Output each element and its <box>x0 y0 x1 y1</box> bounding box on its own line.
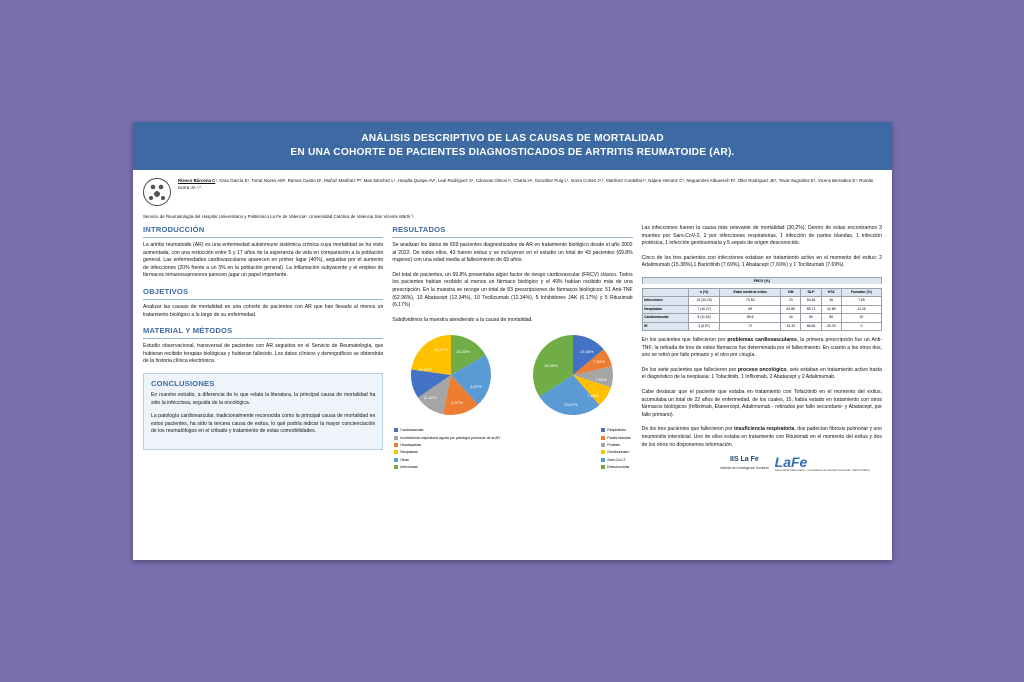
svg-text:16,27%: 16,27% <box>434 347 449 353</box>
svg-text:7,69%: 7,69% <box>587 393 600 399</box>
table-cell: 66.66 <box>801 322 821 330</box>
right-text-5: Cabe destacar que el paciente que estaba en tratamiento con Tofacitinib en el momento del exitus, acumulaba un total de 22 años de enfermedad, de los cuales, 15, había estado en tratamiento con otros fármacos biológicos (Infliximab, Etanercept, Adalimumab - retirados por fallo secundario- y Abatacept, por fallo primario). <box>641 388 882 418</box>
introduccion-text: La artritis reumatoide (AR) es una enfermedad autoinmune sistémica crónica cuya mortalidad se ha visto aumentada, con una reducción entre 5 y 17 años de la esperanza de vida en comparación a la población general. Las enfermedades cardiovasculares aparecen en primer lugar (40%), seguidas por el aumento de infecciones (20% frente a un 5% en la población general). La inflamación subyacente y el empleo de fármacos inmunosupresores parecen jugar un papel importante. <box>143 242 384 279</box>
material-title: MATERIAL Y MÉTODOS <box>143 326 233 336</box>
table-cell: 53.46 <box>801 297 821 305</box>
svg-text:6,97%: 6,97% <box>470 384 483 390</box>
pie-legends <box>392 427 632 471</box>
legend-label: Desconocidas <box>607 464 630 469</box>
legend-item <box>394 427 500 433</box>
right-text-6 <box>642 426 882 449</box>
poster-page <box>133 122 892 560</box>
table-cell: 5 (11.62) <box>688 314 720 322</box>
table-cell: 69 <box>720 305 781 313</box>
svg-text:27,94%: 27,94% <box>418 367 433 373</box>
legend-left <box>394 427 500 471</box>
legend-swatch-icon <box>394 436 398 440</box>
legend-item <box>601 449 630 455</box>
table-cell: 62.85 <box>781 305 801 313</box>
legend-item <box>394 435 500 441</box>
table-cell: 7 (16.27) <box>688 305 720 313</box>
affiliation: Servicio de Reumatología del Hospital Universitario y Politécnico La Fe de Valencia¹, Universidad Católica de Valencia San Vicente Mártir ². <box>143 214 415 219</box>
pie-chart-infecciones <box>514 331 632 423</box>
authors-text <box>178 177 882 191</box>
resultados-title: RESULTADOS <box>392 225 446 234</box>
poster-header <box>133 122 892 170</box>
legend-swatch-icon <box>601 465 605 469</box>
table-header-cell: DLP <box>801 288 821 296</box>
divider <box>143 237 383 238</box>
legend-label: Respiratorio <box>607 428 627 433</box>
table-header-cell: Edad media al exitus <box>720 288 781 296</box>
legend-swatch-icon <box>394 428 398 432</box>
table-row <box>642 297 881 305</box>
table-cell: 13 (30.23) <box>688 297 720 305</box>
resultados-text-2: Del total de pacientes, un 69.8% presentaba algún factor de riesgo cardiovascular (FRCV) clásico. Todos los pacientes habían recibido al menos un fármaco biológico y el 49% habían recibido más de una prescripción. En la muestra se recoge un total de 83 prescripciones de fármacos biológicos: 51 Anti-TNF (62.96%), 10 Abatacept (12.34%), 10 Tocilizumab (12.34%), 5 Inhibidores JAK (6.17%) y 5 Rituximab (6.17%) <box>392 271 633 309</box>
conclusiones-title: CONCLUSIONES <box>151 378 215 388</box>
legend-swatch-icon <box>601 450 605 454</box>
resultados-text-3: Subdividimos la muestra atendiendo a la causa de mortalidad. <box>392 316 533 323</box>
table-cell: 46 <box>821 297 841 305</box>
table-cell: 33.33 <box>781 322 801 330</box>
legend-swatch-icon <box>394 458 398 462</box>
table-cell: 33.33 <box>821 322 841 330</box>
svg-text:6,97%: 6,97% <box>451 400 464 406</box>
legend-label: Infecciosas <box>400 464 418 469</box>
legend-label: Otras <box>400 457 409 462</box>
legend-swatch-icon <box>394 450 398 454</box>
legend-item <box>394 442 500 448</box>
right-text-4 <box>642 367 882 382</box>
resultados-text-1: Se analizan los datos de 659 pacientes diagnosticados de AR en tratamiento biológico desde el año 2002 al 2022. De todos ellos, 43 fueron exitus y se incluyeron en el estudio un total de 43 pacientes (69.8% mujeres) con una edad media al fallecimiento de 69 años. <box>392 242 633 264</box>
right-text-6-pre: De los tres pacientes que fallecieron por <box>641 426 735 433</box>
author-lead: Riesco Bárcena C <box>178 178 216 183</box>
iis-lafe-logo <box>720 456 769 472</box>
lafe-logo-sub: Generalitat Valenciana · Conselleria de Sanitat Universal i Salut Pública <box>774 468 870 473</box>
right-text-4-post: , seis estaban en tratamiento activo hasta el diagnóstico de la neoplasia: 1 Tofacitinib, 1 Infliximab, 2 Abatacept y 2 Adalimumab. <box>641 366 882 381</box>
iis-lafe-logo-sub: Instituto de Investigación Sanitaria <box>720 466 769 471</box>
table-caption: FRCV (%) <box>642 277 882 284</box>
table-cell: 80 <box>821 314 841 322</box>
table-row-label: IR <box>642 322 688 330</box>
right-text-6-em: insuficiencia respiratoria <box>734 426 795 433</box>
section-introduccion <box>143 225 383 280</box>
svg-text:30,23%: 30,23% <box>456 349 471 355</box>
svg-text:38,46%: 38,46% <box>544 363 559 369</box>
legend-label: Neoplasias <box>400 450 418 455</box>
legend-label: Sars-CoV-2 <box>607 457 626 462</box>
legend-swatch-icon <box>601 428 605 432</box>
table-cell: 20 <box>841 314 881 322</box>
right-text-1: Las infecciones fueron la causa más relevante de mortalidad (30,2%); Dentro de estas encontramos 3 muertes por Sars-CoV-2, 2 por infecciones respiratorias, 1 infección de partes blandas, 1 infección protésica, 1 infección genitourinaria y 5 sepsis de origen desconocido. <box>641 225 882 247</box>
legend-swatch-icon <box>601 458 605 462</box>
svg-text:23,07%: 23,07% <box>564 402 579 408</box>
table-row <box>642 305 881 313</box>
svg-text:7,69%: 7,69% <box>595 377 608 383</box>
table-cell: 7.69 <box>841 297 881 305</box>
legend-label: Genitourinario <box>607 450 630 455</box>
legend-item <box>394 464 500 470</box>
right-text-3-pre: En los pacientes que fallecieron por <box>641 337 728 343</box>
right-text-2: Cinco de los tres pacientes con infecciones estaban en tratamiento activo en el momento del exitus: 2 Adalimumab (15.38%),1 Baricitinib (7.69%), 1 Abatacept (7.69%) y 1 Tocilizumab (7.69%). <box>641 254 882 269</box>
lafe-logo-text: LaFe <box>774 454 808 471</box>
legend-label: Partes blandas <box>607 435 631 440</box>
poster-title-line2: EN UNA COHORTE DE PACIENTES DIAGNOSTICADOS DE ARTRITIS REUMATOIDE (AR). <box>290 146 735 158</box>
legend-swatch-icon <box>394 443 398 447</box>
conclusiones-text-2: La patología cardiovascular, tradicionalmente reconocida como la principal causa de mortalidad en estos pacientes, ha sido la tercera causa de exitus, lo qué podría indicar la mayor concienciación de los reumatólogos en el cribado y tratamiento de estas comorbilidades. <box>151 413 376 435</box>
poster-columns <box>133 225 892 486</box>
section-conclusiones <box>143 373 383 450</box>
table-cell: 0 <box>841 322 881 330</box>
author-rest: ¹, Grau García E¹, Torrat Noves AM¹, Ramos Castro D¹, Muñoz Martínez P¹, Mas Sánchez L¹, Huaylla Quispe AV¹, Leal Rodríguez S¹, Cánovas Olmos I¹, Charia H¹, González Puig L¹, Ivorra Cortés J¹,², Martínez Cordellat I¹, Nájera Herranz C¹, Negueroles Albuerech R¹, Oller Rodríguez JE¹, Tovar-Sugrañes E¹, Vicens Bernabeu E¹, Román Ivorra JA ¹,². <box>178 178 874 191</box>
table-cell: 42.85 <box>821 305 841 313</box>
institution-logo-icon <box>143 178 171 206</box>
table-row <box>642 322 881 330</box>
right-text-6-post: , dos padecían fibrosis pulmonar y uno neumonitis intersticial. Uno de ellos estaba en tratamiento con Rituximab en el momento del exitus y dos de los otros no disponemos información. <box>641 426 882 448</box>
legend-item <box>394 457 500 463</box>
legend-item <box>601 464 630 470</box>
divider <box>392 237 632 238</box>
legend-item <box>601 457 630 463</box>
table-cell: 70.53 <box>720 297 781 305</box>
table-row <box>642 314 881 322</box>
column-center <box>392 225 632 478</box>
legend-label: Insuficiencia respiratoria aguda por patología pulmonar de la AR <box>400 435 500 440</box>
table-cell: 40 <box>781 314 801 322</box>
table-cell: 23 <box>781 297 801 305</box>
section-objetivos <box>143 287 383 319</box>
table-header-cell: Fumador (%) <box>841 288 881 296</box>
legend-item <box>601 427 630 433</box>
legend-right <box>601 427 630 471</box>
table-cell: 14.25 <box>841 305 881 313</box>
right-text-3-post: , la primera prescripción fue un Anti-TNF; la retirada de tres de estos fármacos fue determinada por el fallecimiento. En cuanto a los otros dos, uno se retiró por fallo primario y el otro por cirugía. <box>641 337 882 359</box>
introduccion-title: INTRODUCCIÓN <box>143 225 205 234</box>
legend-swatch-icon <box>601 436 605 440</box>
legend-swatch-icon <box>394 465 398 469</box>
table-row-label: Infecciones <box>642 297 688 305</box>
svg-text:7,69%: 7,69% <box>593 359 606 365</box>
right-text-3-em: problemas cardiovasculares <box>727 337 797 343</box>
material-text: Estudio observacional, transversal de pacientes con AR seguidos en el Servicio de Reumatología, que hubieran recibido terapias biológicas y hubieran fallecido. Los datos clínicos y demográficos se obtendrán de la historia clínica electrónica. <box>143 343 384 365</box>
column-right <box>642 225 882 478</box>
table-header-cell <box>642 288 688 296</box>
legend-label: Prótesis <box>607 442 620 447</box>
pie-chart-causas <box>392 331 510 423</box>
lafe-logo <box>775 456 870 472</box>
table-cell: 3 (6.97) <box>688 322 720 330</box>
objetivos-title: OBJETIVOS <box>143 286 189 296</box>
table-header-row <box>642 288 881 296</box>
svg-text:11,62%: 11,62% <box>423 395 438 401</box>
table-row-label: Neoplasias <box>642 305 688 313</box>
frcv-table <box>642 288 882 331</box>
table-header-cell: HTA <box>821 288 841 296</box>
conclusiones-text-1: En nuestro estudio, a diferencia de lo que relata la literatura, la principal causa de mortalidad ha sido la infecciosa, seguida de la oncológica. <box>151 391 376 406</box>
divider <box>143 299 383 300</box>
column-left <box>143 225 383 478</box>
legend-swatch-icon <box>601 443 605 447</box>
right-text-4-pre: De los siete pacientes que fallecieron por <box>641 366 738 373</box>
table-row-label: Cardiovascular <box>642 314 688 322</box>
table-cell: 72 <box>720 322 781 330</box>
table-header-cell: DM <box>781 288 801 296</box>
legend-item <box>601 442 630 448</box>
footer-logos <box>642 456 882 478</box>
right-text-4-em: proceso oncológico <box>737 366 787 373</box>
svg-text:15,38%: 15,38% <box>580 349 595 355</box>
pie-charts <box>392 331 632 423</box>
legend-item <box>394 449 500 455</box>
table-cell: 80.6 <box>720 314 781 322</box>
objetivos-text: Analizar las causas de mortalidad en una cohorte de pacientes con AR que han llevado al menos un tratamiento biológico a lo largo de su enfermedad. <box>143 303 384 318</box>
legend-item <box>601 435 630 441</box>
legend-label: Hepatopatías <box>400 442 422 447</box>
legend-label: Cardiovascular <box>400 428 424 433</box>
table-cell: 85.71 <box>801 305 821 313</box>
poster-title-line1: ANÁLISIS DESCRIPTIVO DE LAS CAUSAS DE MORTALIDAD <box>361 133 664 144</box>
authors-block <box>133 170 892 210</box>
right-text-3 <box>642 337 882 360</box>
divider <box>143 338 383 339</box>
section-material-metodos <box>143 326 383 366</box>
table-header-cell: n (%) <box>688 288 720 296</box>
table-cell: 80 <box>801 314 821 322</box>
iis-lafe-logo-text: IIS La Fe <box>729 456 759 464</box>
